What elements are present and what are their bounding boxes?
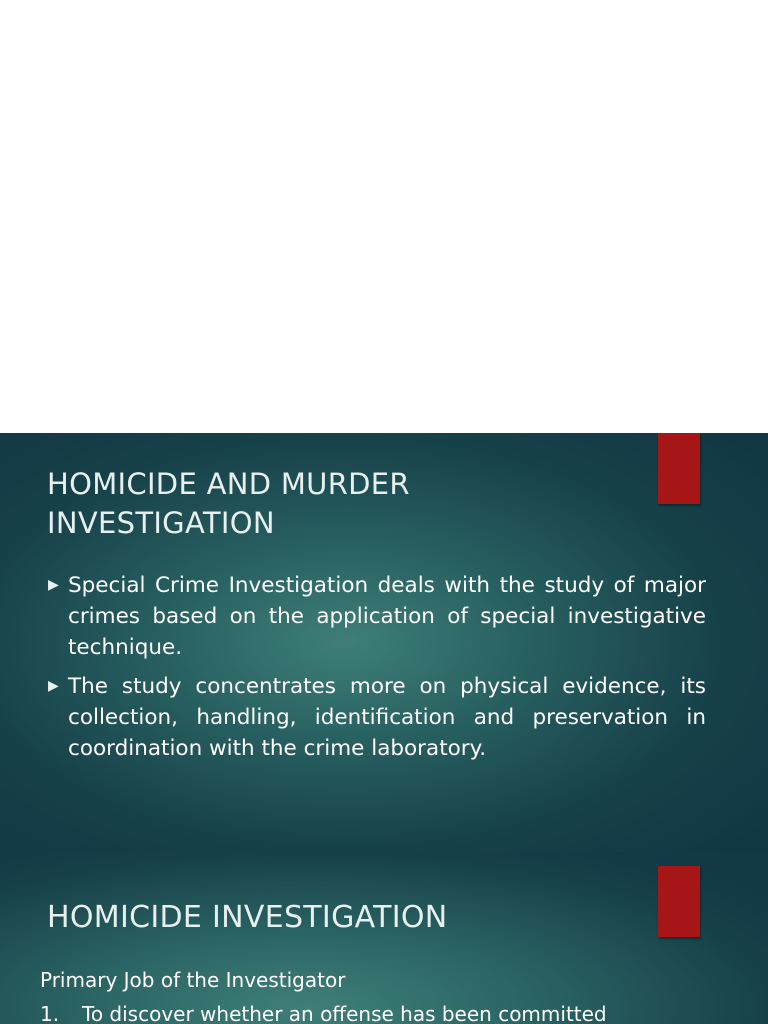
bullet-item	[46, 570, 706, 663]
triangle-bullet-icon: ▶	[48, 577, 59, 593]
slide-title: HOMICIDE AND MURDER INVESTIGATION	[47, 467, 410, 540]
bullet-item	[46, 671, 706, 764]
slide-subheading: Primary Job of the Investigator	[40, 968, 346, 992]
accent-tab	[658, 866, 700, 937]
slide-1	[0, 433, 768, 852]
bullet-list	[46, 570, 706, 772]
slide-2	[0, 852, 768, 1024]
accent-tab	[658, 433, 700, 504]
item-number: 1.	[40, 1002, 60, 1024]
triangle-bullet-icon: ▶	[48, 678, 59, 694]
numbered-item	[40, 1001, 607, 1024]
slide-title: HOMICIDE INVESTIGATION	[47, 900, 448, 935]
blank-area	[0, 0, 768, 433]
item-text: To discover whether an offense has been committed	[82, 1002, 607, 1024]
bullet-text: The study concentrates more on physical evidence, its collection, handling, identification and preservation in coordination with the crime laboratory.	[68, 674, 706, 761]
bullet-text: Special Crime Investigation deals with the study of major crimes based on the application of special investigative technique.	[68, 573, 706, 660]
